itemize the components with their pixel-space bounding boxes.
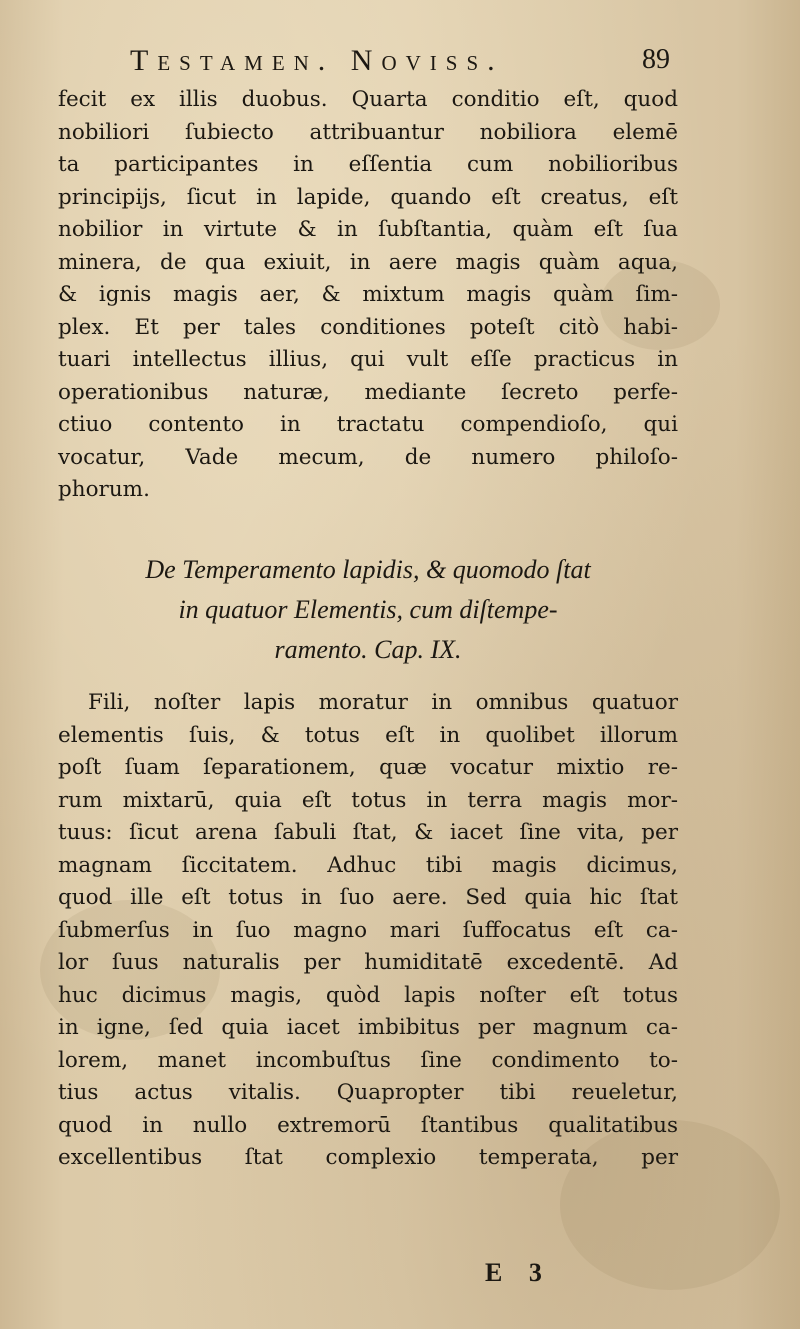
text-line: principijs, ſicut in lapide, quando eſt creatus, eſt xyxy=(58,184,678,210)
signature-mark: E 3 xyxy=(485,1258,552,1287)
chapter-heading xyxy=(58,550,678,670)
text-line: vocatur, Vade mecum, de numero philoſo- xyxy=(58,444,678,470)
text-line: quod in nullo extremorū ſtantibus qualitatibus xyxy=(58,1112,678,1138)
page-number: 89 xyxy=(642,44,670,75)
chapter-paragraph xyxy=(58,687,678,1175)
text-line: minera, de qua exiuit, in aere magis quàm aqua, xyxy=(58,249,678,275)
text-line: operationibus naturæ, mediante ſecreto perfe- xyxy=(58,379,678,405)
heading-line: ramento. Cap. IX. xyxy=(274,635,462,664)
text-line: rum mixtarū, quia eſt totus in terra magis mor- xyxy=(58,787,678,813)
page-header xyxy=(130,40,670,84)
text-line: ctiuo contento in tractatu compendioſo, qui xyxy=(58,412,678,437)
heading-line: in quatuor Elementis, cum diſtempe- xyxy=(178,595,558,624)
text-line: ſubmerſus in ſuo magno mari ſuffocatus eſt ca- xyxy=(58,917,678,943)
text-line: nobilior in virtute & in ſubſtantia, quàm eſt ſua xyxy=(58,217,678,242)
text-line: quod ille eſt totus in ſuo aere. Sed quia hic ſtat xyxy=(58,885,678,910)
text-line: nobiliori ſubiecto attribuantur nobiliora elemē xyxy=(58,119,678,145)
text-line: & ignis magis aer, & mixtum magis quàm ſim- xyxy=(58,282,678,307)
text-line: tius actus vitalis. Quapropter tibi reueletur, xyxy=(58,1080,678,1105)
text-line: in igne, ſed quia iacet imbibitus per magnum ca- xyxy=(58,1015,678,1040)
text-line: ta participantes in eſſentia cum nobilioribus xyxy=(58,152,678,177)
text-line: poſt ſuam ſeparationem, quæ vocatur mixtio re- xyxy=(58,755,678,780)
heading-line: De Temperamento lapidis, & quomodo ſtat xyxy=(145,555,591,584)
text-line: huc dicimus magis, quòd lapis noſter eſt totus xyxy=(58,982,678,1008)
paragraph-continuation xyxy=(58,84,678,507)
running-title: Testamen. Noviss. xyxy=(130,44,504,77)
text-line: fecit ex illis duobus. Quarta conditio eſt, quod xyxy=(58,87,678,112)
text-line: excellentibus ſtat complexio temperata, per xyxy=(58,1145,678,1170)
text-line: magnam ſiccitatem. Adhuc tibi magis dicimus, xyxy=(58,852,678,878)
text-line: lorem, manet incombuſtus ſine condimento to- xyxy=(58,1047,678,1073)
text-line: lor ſuus naturalis per humiditatē excedentē. Ad xyxy=(58,950,678,975)
text-line: elementis ſuis, & totus eſt in quolibet illorum xyxy=(58,722,678,748)
text-line: Fili, noſter lapis moratur in omnibus quatuor xyxy=(88,690,678,715)
text-line: tuari intellectus illius, qui vult eſſe practicus in xyxy=(58,347,678,372)
text-line: phorum. xyxy=(58,477,150,502)
text-line: tuus: ſicut arena ſabuli ſtat, & iacet ſine vita, per xyxy=(58,820,678,845)
text-line: plex. Et per tales conditiones poteſt citò habi- xyxy=(58,314,678,340)
